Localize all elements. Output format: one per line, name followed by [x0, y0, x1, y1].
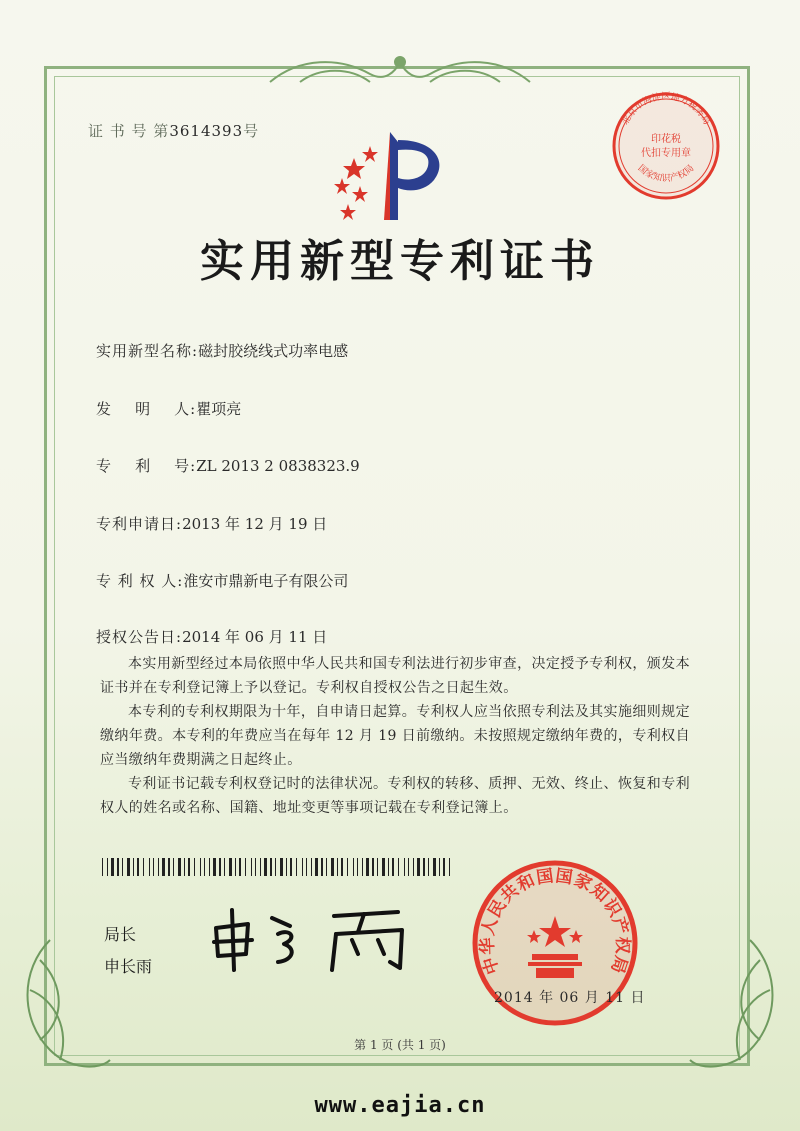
certificate-number-suffix: 号: [243, 122, 260, 140]
barcode-bar: [137, 858, 139, 876]
signature: [208, 898, 418, 978]
field-patentee: [96, 570, 348, 591]
barcode-bar: [213, 858, 216, 876]
barcode-bar: [117, 858, 119, 876]
certificate-number-value: 3614393: [169, 122, 244, 140]
barcode-bar: [296, 858, 297, 876]
field-label: 授权公告日:: [96, 628, 183, 646]
body-paragraph: 专利证书记载专利权登记时的法律状况。专利权的转移、质押、无效、终止、恢复和专利权人的姓名或名称、国籍、地址变更等事项记载在专利登记簿上。: [100, 776, 690, 816]
barcode-bar: [184, 858, 185, 876]
field-label: 专 利 权 人:: [96, 572, 184, 590]
barcode-bar: [439, 858, 440, 876]
tax-seal-line1: 印花税: [651, 134, 681, 145]
barcode-bar: [443, 858, 445, 876]
barcode-bar: [341, 858, 343, 876]
barcode-bar: [449, 858, 450, 876]
barcode-bar: [302, 858, 303, 876]
field-label: 专 利 号:: [96, 457, 197, 475]
barcode-bar: [178, 858, 181, 876]
barcode-bar: [111, 858, 114, 876]
body-paragraph: 本专利的专利权期限为十年，自申请日起算。专利权人应当依照专利法及其实施细则规定缴纳年费。本专利的年费应当在每年 12 月 19 日前缴纳。未按照规定缴纳年费的，专利权自应当缴纳年费期满之日起终止。: [100, 704, 690, 768]
barcode-bar: [251, 858, 252, 876]
field-patent-number: [96, 455, 360, 476]
field-application-date: [96, 513, 327, 534]
barcode-bar: [107, 858, 108, 876]
barcode-bar: [423, 858, 425, 876]
barcode-bar: [149, 858, 150, 876]
barcode-bar: [245, 858, 246, 876]
barcode-bar: [229, 858, 232, 876]
barcode-bar: [353, 858, 354, 876]
barcode-bar: [143, 858, 144, 876]
bottom-right-ornament: [680, 930, 790, 1080]
barcode-bar: [102, 858, 103, 876]
certificate-number: [88, 120, 259, 141]
barcode-bar: [337, 858, 338, 876]
field-value: 2014 年 06 月 11 日: [182, 628, 328, 646]
barcode: [102, 858, 454, 876]
field-utility-model-name: [96, 340, 348, 361]
seal-ring-text: 中华人民共和国国家知识产权局: [477, 866, 633, 977]
field-label: 实用新型名称:: [96, 342, 199, 360]
barcode-bar: [224, 858, 225, 876]
barcode-bar: [428, 858, 429, 876]
tax-seal-line2: 代扣专用章: [641, 148, 691, 159]
tax-seal-bottom-text: 国家知识产权局: [635, 163, 697, 185]
barcode-bar: [280, 858, 283, 876]
barcode-bar: [162, 858, 165, 876]
barcode-bar: [127, 858, 130, 876]
barcode-bar: [404, 858, 405, 876]
signatory-title: 局长: [104, 925, 137, 944]
barcode-bar: [194, 858, 195, 876]
barcode-bar: [372, 858, 374, 876]
barcode-bar: [255, 858, 256, 876]
barcode-bar: [188, 858, 190, 876]
barcode-bar: [158, 858, 159, 876]
barcode-bar: [200, 858, 201, 876]
field-label: 专利申请日:: [96, 515, 183, 533]
barcode-bar: [398, 858, 399, 876]
barcode-bar: [204, 858, 205, 876]
barcode-bar: [392, 858, 394, 876]
tax-stamp-seal: [610, 90, 722, 202]
tax-seal-ring-text: 北京市海淀区地方税务局: [620, 92, 712, 127]
barcode-bar: [260, 858, 261, 876]
certificate-body: [100, 652, 690, 820]
barcode-bar: [173, 858, 174, 876]
body-paragraph: 本实用新型经过本局依照中华人民共和国专利法进行初步审查，决定授予专利权，颁发本证书并在专利登记簿上予以登记。专利权自授权公告之日起生效。: [100, 656, 690, 696]
page-number: 第 1 页 (共 1 页): [354, 1038, 446, 1052]
barcode-bar: [357, 858, 358, 876]
barcode-bar: [235, 858, 236, 876]
barcode-bar: [347, 858, 348, 876]
field-value: 磁封胶绕线式功率电感: [198, 342, 349, 360]
certificate-title: 实用新型专利证书: [200, 236, 600, 287]
signatory-name: 申长雨: [104, 957, 153, 976]
barcode-bar: [417, 858, 420, 876]
barcode-bar: [382, 858, 385, 876]
barcode-bar: [433, 858, 436, 876]
certificate-number-label: 证 书 号 第: [88, 122, 170, 140]
barcode-bar: [408, 858, 409, 876]
field-value: ZL 2013 2 0838323.9: [196, 457, 360, 475]
field-value: 2013 年 12 月 19 日: [182, 515, 328, 533]
field-value: 瞿项亮: [196, 400, 242, 418]
barcode-bar: [264, 858, 267, 876]
bottom-left-ornament: [10, 930, 120, 1080]
barcode-bar: [270, 858, 272, 876]
barcode-bar: [168, 858, 170, 876]
barcode-bar: [306, 858, 307, 876]
field-value: 淮安市鼎新电子有限公司: [183, 572, 349, 590]
barcode-bar: [315, 858, 318, 876]
barcode-bar: [388, 858, 389, 876]
barcode-bar: [290, 858, 292, 876]
barcode-bar: [275, 858, 276, 876]
top-ornament: [260, 52, 540, 92]
barcode-bar: [331, 858, 334, 876]
barcode-bar: [133, 858, 134, 876]
barcode-bar: [321, 858, 323, 876]
barcode-bar: [286, 858, 287, 876]
barcode-bar: [153, 858, 154, 876]
field-grant-date: [96, 626, 327, 647]
field-inventor: [96, 398, 241, 419]
barcode-bar: [366, 858, 369, 876]
barcode-bar: [239, 858, 241, 876]
barcode-bar: [362, 858, 363, 876]
patent-office-logo: [330, 120, 460, 230]
barcode-bar: [311, 858, 312, 876]
seal-date: 2014 年 06 月 11 日: [494, 990, 646, 1006]
barcode-bar: [413, 858, 414, 876]
barcode-bar: [377, 858, 378, 876]
field-label: 发 明 人:: [96, 400, 197, 418]
barcode-bar: [122, 858, 123, 876]
website-watermark: www.eajia.cn: [314, 1093, 486, 1118]
barcode-bar: [219, 858, 221, 876]
barcode-bar: [326, 858, 327, 876]
barcode-bar: [209, 858, 210, 876]
